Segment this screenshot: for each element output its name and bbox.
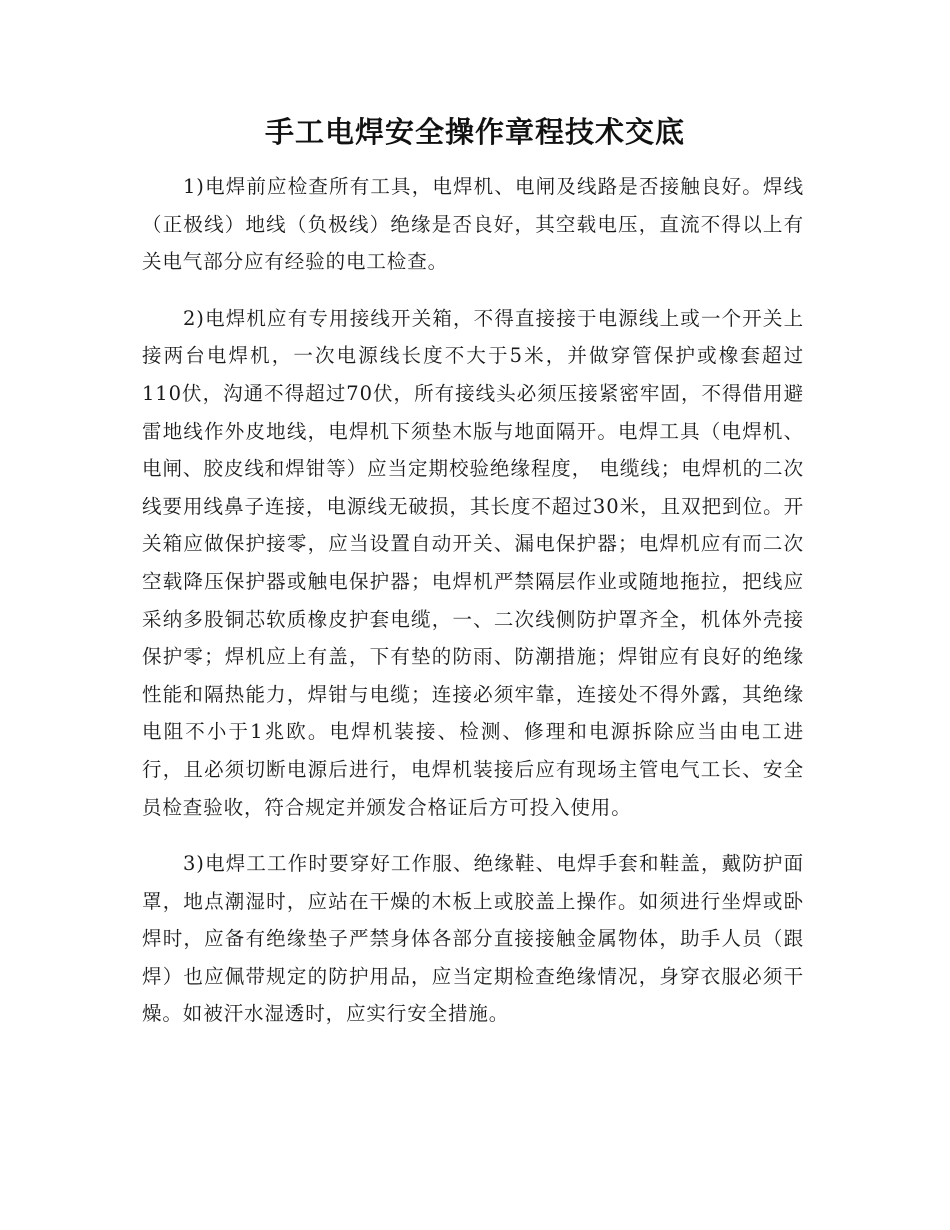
paragraph-1: 1)电焊前应检查所有工具，电焊机、电闸及线路是否接触良好。焊线（正极线）地线（负极线）绝缘是否良好，其空载电压，直流不得以上有关电气部分应有经验的电工检查。: [142, 175, 804, 274]
document-body: [142, 168, 804, 1052]
paragraph-3: 3)电焊工工作时要穿好工作服、绝缘鞋、电焊手套和鞋盖，戴防护面罩，地点潮湿时，应站在干燥的木板上或胶盖上操作。如须进行坐焊或卧焊时，应备有绝缘垫子严禁身体各部分直接接触金属物体，助手人员（跟焊）也应佩带规定的防护用品，应当定期检查绝缘情况，身穿衣服必须干燥。如被汗水湿透时，应实行安全措施。: [142, 852, 804, 1026]
paragraph-2: 2)电焊机应有专用接线开关箱，不得直接接于电源线上或一个开关上接两台电焊机，一次电源线长度不大于5米，并做穿管保护或橡套超过110伏，沟通不得超过70伏，所有接线头必须压接紧密牢固，不得借用避雷地线作外皮地线，电焊机下须垫木版与地面隔开。电焊工具（电焊机、电闸、胶皮线和焊钳等）应当定期校验绝缘程度， 电缆线；电焊机的二次线要用线鼻子连接，电源线无破损，其长度不超过30米，且双把到位。开关箱应做保护接零，应当设置自动开关、漏电保护器；电焊机应有而二次空载降压保护器或触电保护器；电焊机严禁隔层作业或随地拖拉，把线应采纳多股铜芯软质橡皮护套电缆，一、二次线侧防护罩齐全，机体外壳接保护零；焊机应上有盖，下有垫的防雨、防潮措施；焊钳应有良好的绝缘性能和隔热能力，焊钳与电缆；连接必须牢靠，连接处不得外露，其绝缘电阻不小于1兆欧。电焊机装接、检测、修理和电源拆除应当由电工进行，且必须切断电源后进行，电焊机装接后应有现场主管电气工长、安全员检查验收，符合规定并颁发合格证后方可投入使用。: [142, 306, 804, 819]
document-title: 手工电焊安全操作章程技术交底: [264, 115, 685, 149]
